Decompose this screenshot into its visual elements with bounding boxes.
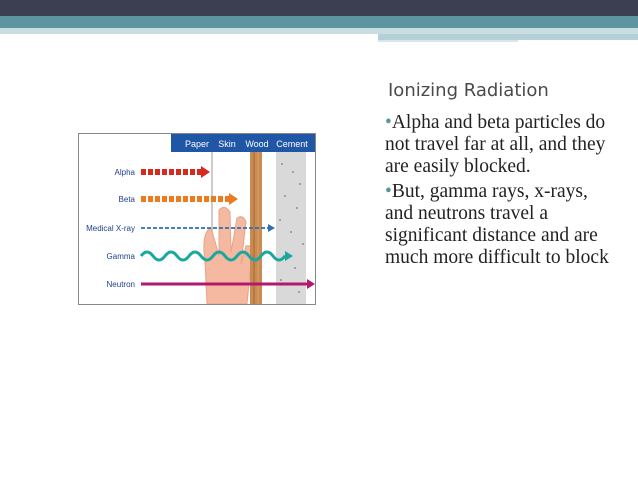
radiation-label-alpha: Alpha: [114, 168, 135, 177]
slide-body: [385, 112, 615, 272]
radiation-label-xray: Medical X-ray: [86, 224, 135, 233]
bullet-glyph: •: [385, 181, 392, 202]
alpha-ray: [141, 166, 210, 178]
header-accent-line: [378, 40, 518, 42]
slide-title: Ionizing Radiation: [388, 80, 549, 101]
bullet-text: But, gamma rays, x-rays, and neutrons travel a significant distance and are much more difficult to block: [385, 181, 609, 268]
barrier-label-paper: Paper: [184, 139, 210, 149]
diagram-header-blank: [79, 134, 171, 152]
barrier-label-wood: Wood: [245, 139, 269, 149]
bullet-item: [385, 181, 615, 269]
hand-skin-barrier: [204, 207, 252, 304]
radiation-label-gamma: Gamma: [106, 252, 135, 261]
radiation-label-neutron: Neutron: [106, 280, 135, 289]
cement-barrier: [276, 152, 306, 304]
bullet-item: [385, 112, 615, 178]
bullet-text: Alpha and beta particles do not travel far at all, and they are easily blocked.: [385, 112, 606, 177]
radiation-label-beta: Beta: [118, 195, 135, 204]
header-band-teal: [0, 16, 638, 28]
diagram-svg: [79, 134, 315, 304]
bullet-glyph: •: [385, 112, 392, 133]
barrier-label-skin: Skin: [218, 139, 236, 149]
beta-ray: [141, 193, 238, 205]
radiation-penetration-diagram: [78, 133, 316, 305]
barrier-label-cement: Cement: [276, 139, 308, 149]
header-band-dark: [0, 0, 638, 16]
